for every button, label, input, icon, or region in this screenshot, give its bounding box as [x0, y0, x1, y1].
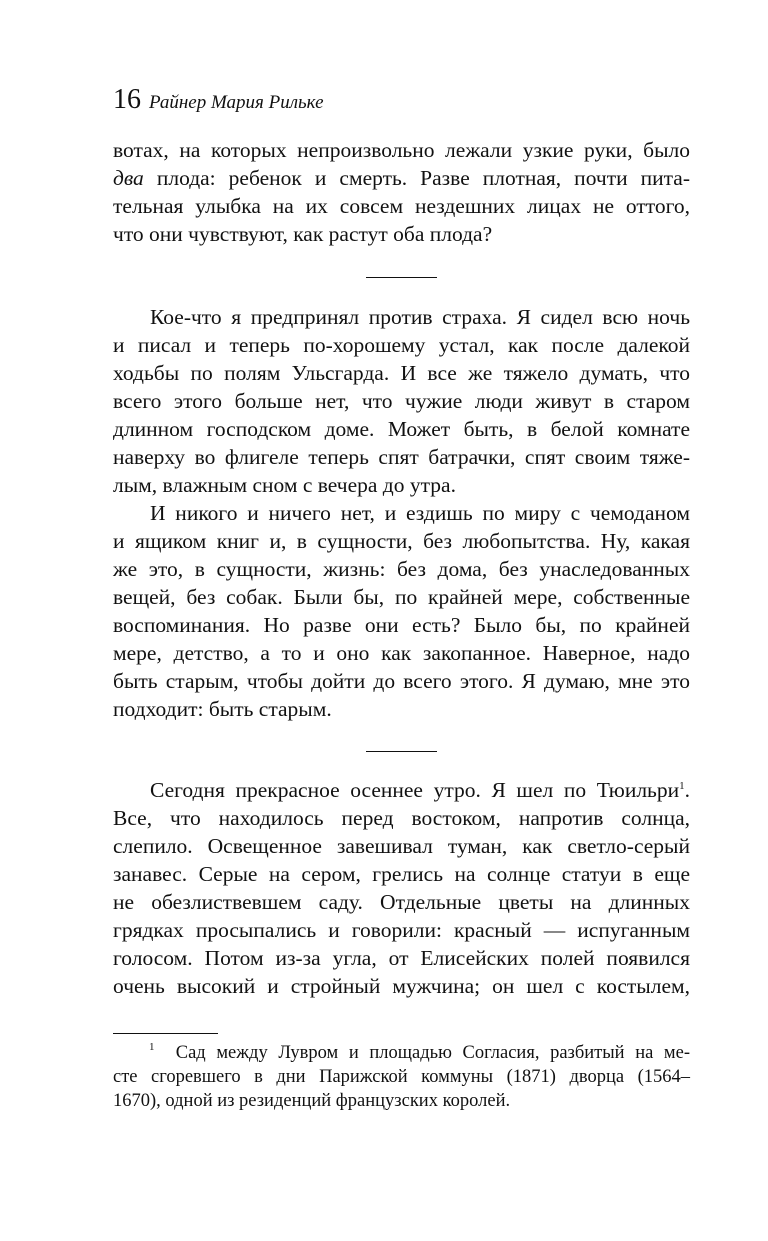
text-line: же это, в сущности, жизнь: без дома, без унаследованных: [113, 557, 690, 581]
footnote-divider: [113, 1033, 218, 1034]
text-line: [150, 777, 690, 804]
text-span: Сегодня прекрасное осеннее утро. Я шел по Тюильри: [150, 778, 680, 802]
text-line: [113, 165, 690, 192]
section-divider: [366, 277, 437, 278]
text-line: мере, детство, а то и оно как закопанное. Наверное, надо: [113, 641, 690, 665]
page-number: 16: [113, 84, 141, 115]
text-line: занавес. Серые на сером, грелись на солнце статуи в еще: [113, 862, 690, 886]
text-span: плода: ребенок и смерть. Разве плотная, почти пита-: [143, 166, 690, 190]
text-line: слепило. Освещенное завешивал туман, как светло-серый: [113, 834, 690, 858]
text-line: подходит: быть старым.: [113, 697, 332, 721]
text-line: быть старым, чтобы дойти до всего этого. Я думаю, мне это: [113, 669, 690, 693]
running-title: Райнер Мария Рильке: [149, 92, 324, 113]
footnote-marker[interactable]: 1: [679, 780, 685, 792]
text-span: Сад между Лувром и площадью Согласия, разбитый на ме-: [175, 1043, 691, 1063]
text-line: Все, что находилось перед востоком, напротив солнца,: [113, 806, 690, 830]
text-line: вотах, на которых непроизвольно лежали узкие руки, было: [113, 138, 690, 162]
text-line: И никого и ничего нет, и ездишь по миру с чемоданом: [150, 501, 690, 525]
text-line: и ящиком книг и, в сущности, без любопытства. Ну, какая: [113, 529, 690, 553]
section-divider: [366, 751, 437, 752]
text-line: наверху во флигеле теперь спят батрачки, спят своим тяже-: [113, 445, 690, 469]
text-line: ходьбы по полям Ульсгарда. И все же тяжело думать, что: [113, 361, 690, 385]
page-header: [113, 84, 324, 120]
footnote-line: сте сгоревшего в дни Парижской коммуны (1871) дворца (1564–: [113, 1067, 690, 1087]
text-line: и писал и теперь по-хорошему устал, как после далекой: [113, 333, 690, 357]
text-line: тельная улыбка на их совсем нездешних лицах не оттого,: [113, 194, 690, 218]
text-line: длинном господском доме. Может быть, в белой комнате: [113, 417, 690, 441]
text-line: не обезлиствевшем саду. Отдельные цветы на длинных: [113, 890, 690, 914]
footnote-number: 1: [149, 1041, 155, 1053]
text-line: голосом. Потом из-за угла, от Елисейских полей появился: [113, 946, 690, 970]
text-line: вещей, без собак. Были бы, по крайней мере, собственные: [113, 585, 690, 609]
text-line: Кое-что я предпринял против страха. Я сидел всю ночь: [150, 305, 690, 329]
footnote-line: 1670), одной из резиденций французских королей.: [113, 1091, 511, 1111]
text-line: грядках просыпались и говорили: красный — испуганным: [113, 918, 690, 942]
text-line: всего этого больше нет, что чужие люди живут в старом: [113, 389, 690, 413]
text-line: лым, влажным сном с вечера до утра.: [113, 473, 456, 497]
emphasis-text: два: [113, 166, 144, 190]
text-line: очень высокий и стройный мужчина; он шел с костылем,: [113, 974, 690, 998]
text-line: воспоминания. Но разве они есть? Было бы, по крайней: [113, 613, 690, 637]
footnote-line: [149, 1041, 690, 1065]
text-span: .: [684, 778, 690, 802]
text-line: что они чувствуют, как растут оба плода?: [113, 222, 493, 246]
